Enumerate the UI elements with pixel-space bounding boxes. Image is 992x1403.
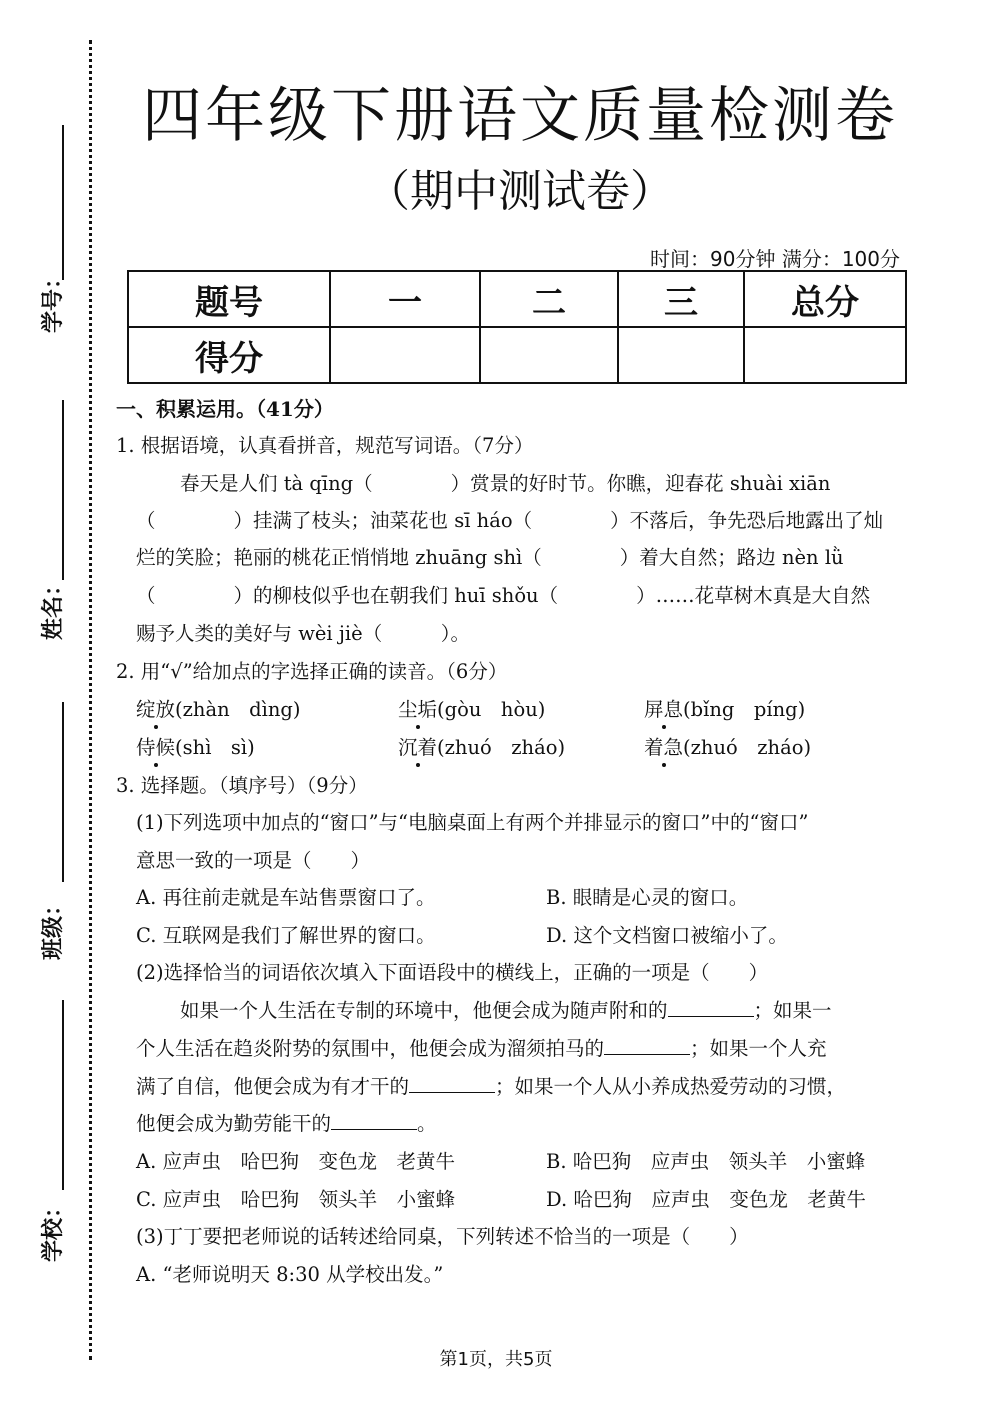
score-cell[interactable] xyxy=(480,327,618,383)
page-subtitle: （期中测试卷） xyxy=(366,166,674,217)
q3-p3-option-a: A. “老师说明天 8:30 从学校出发。” xyxy=(136,1263,444,1286)
q2-item xyxy=(398,732,565,760)
score-row-label: 得分 xyxy=(128,327,330,383)
q3-p1-option-a: A. 再往前走就是车站售票窗口了。 xyxy=(136,886,436,909)
name-label: 姓名： xyxy=(41,573,66,640)
q3-p2-text: 他便会成为勤劳能干的 xyxy=(136,1112,332,1135)
score-header-cell: 二 xyxy=(480,271,618,327)
question-1-title: 1. 根据语境，认真看拼音，规范写词语。（7分） xyxy=(116,434,534,457)
student-id-label: 学号： xyxy=(41,266,66,333)
q2-item xyxy=(644,732,811,760)
q3-p2-text: 满了自信，他便会成为有才干的 xyxy=(136,1075,410,1098)
q3-p2-option-a: A. 应声虫 哈巴狗 变色龙 老黄牛 xyxy=(136,1150,455,1173)
q3-p3-title: (3)丁丁要把老师说的话转述给同桌，下列转述不恰当的一项是（ ） xyxy=(136,1225,749,1248)
q2-pinyin: (shì sì) xyxy=(175,736,255,759)
q2-word: 沉着 xyxy=(398,736,438,759)
q2-word: 绽放 xyxy=(136,698,176,721)
q3-p2-option-b: B. 哈巴狗 应声虫 领头羊 小蜜蜂 xyxy=(546,1150,866,1173)
q3-p1-line: (1)下列选项中加点的“窗口”与“电脑桌面上有两个并排显示的窗口”中的“窗口” xyxy=(136,811,809,834)
binding-dotted-line xyxy=(89,40,92,1360)
q3-p2-option-c: C. 应声虫 哈巴狗 领头羊 小蜜蜂 xyxy=(136,1188,456,1211)
score-header-cell: 三 xyxy=(618,271,744,327)
q3-p2-option-d: D. 哈巴狗 应声虫 变色龙 老黄牛 xyxy=(546,1188,866,1211)
score-cell[interactable] xyxy=(618,327,744,383)
score-table xyxy=(127,270,907,384)
q2-pinyin: (zhuó zháo) xyxy=(683,736,812,759)
q2-pinyin: (bǐng píng) xyxy=(683,698,806,721)
q2-word: 着急 xyxy=(644,736,684,759)
fill-blank[interactable] xyxy=(331,1115,417,1130)
q3-p2-line xyxy=(136,1071,846,1099)
q3-p1-line: 意思一致的一项是（ ） xyxy=(136,849,371,872)
question-3-title: 3. 选择题。（填序号）（9分） xyxy=(116,774,368,797)
q3-p2-text: ；如果一 xyxy=(753,999,832,1022)
fill-blank[interactable] xyxy=(604,1040,690,1055)
school-label: 学校： xyxy=(41,1195,66,1262)
q3-p2-line xyxy=(136,1108,437,1136)
name-line xyxy=(62,400,64,580)
score-header-cell: 一 xyxy=(330,271,480,327)
question-2-title: 2. 用“√”给加点的字选择正确的读音。（6分） xyxy=(116,660,508,683)
q3-p2-text: ；如果一个人从小养成热爱劳动的习惯， xyxy=(495,1075,847,1098)
class-line xyxy=(62,702,64,882)
q1-line: （ ）挂满了枝头；油菜花也 sī háo（ ）不落后，争先恐后地露出了灿 xyxy=(136,509,884,532)
q3-p2-text: 。 xyxy=(417,1112,437,1135)
q1-line: 烂的笑脸；艳丽的桃花正悄悄地 zhuāng shì（ ）着大自然；路边 nèn lǜ xyxy=(136,546,844,569)
q3-p2-text: 个人生活在趋炎附势的氛围中，他便会成为溜须拍马的 xyxy=(136,1037,605,1060)
q3-p2-text: 如果一个人生活在专制的环境中，他便会成为随声附和的 xyxy=(180,999,668,1022)
score-cell[interactable] xyxy=(330,327,480,383)
section-heading: 一、积累运用。（41分） xyxy=(116,397,334,421)
score-cell[interactable] xyxy=(744,327,906,383)
q2-item xyxy=(644,694,805,722)
q2-item xyxy=(136,694,301,722)
q3-p1-option-d: D. 这个文档窗口被缩小了。 xyxy=(546,924,788,947)
q3-p2-text: ；如果一个人充 xyxy=(690,1037,827,1060)
q2-word: 侍候 xyxy=(136,736,176,759)
q2-pinyin: (zhàn dìng) xyxy=(175,698,301,721)
fill-blank[interactable] xyxy=(409,1078,495,1093)
q2-word: 屏息 xyxy=(644,698,684,721)
q3-p1-option-b: B. 眼睛是心灵的窗口。 xyxy=(546,886,749,909)
q1-line: （ ）的柳枝似乎也在朝我们 huī shǒu（ ）……花草树木真是大自然 xyxy=(136,584,871,607)
q3-p2-line xyxy=(136,1033,827,1061)
school-line xyxy=(62,1000,64,1190)
q2-item xyxy=(136,732,255,760)
q3-p2-line xyxy=(180,995,832,1023)
q2-item xyxy=(398,694,545,722)
q3-p1-option-c: C. 互联网是我们了解世界的窗口。 xyxy=(136,924,436,947)
fill-blank[interactable] xyxy=(668,1002,754,1017)
score-header-cell: 题号 xyxy=(128,271,330,327)
class-label: 班级： xyxy=(41,893,66,960)
q2-pinyin: (gòu hòu) xyxy=(437,698,546,721)
q1-line: 赐予人类的美好与 wèi jiè（ ）。 xyxy=(136,622,470,645)
page-footer: 第1页，共5页 xyxy=(439,1349,553,1370)
q2-pinyin: (zhuó zháo) xyxy=(437,736,566,759)
q3-p2-title: (2)选择恰当的词语依次填入下面语段中的横线上，正确的一项是（ ） xyxy=(136,961,769,984)
q2-word: 尘垢 xyxy=(398,698,438,721)
time-info: 时间：90分钟 满分：100分 xyxy=(650,247,900,271)
page-title: 四年级下册语文质量检测卷 xyxy=(142,81,898,151)
q1-line: 春天是人们 tà qīng（ ）赏景的好时节。你瞧，迎春花 shuài xiān xyxy=(180,472,831,495)
score-header-cell: 总分 xyxy=(744,271,906,327)
